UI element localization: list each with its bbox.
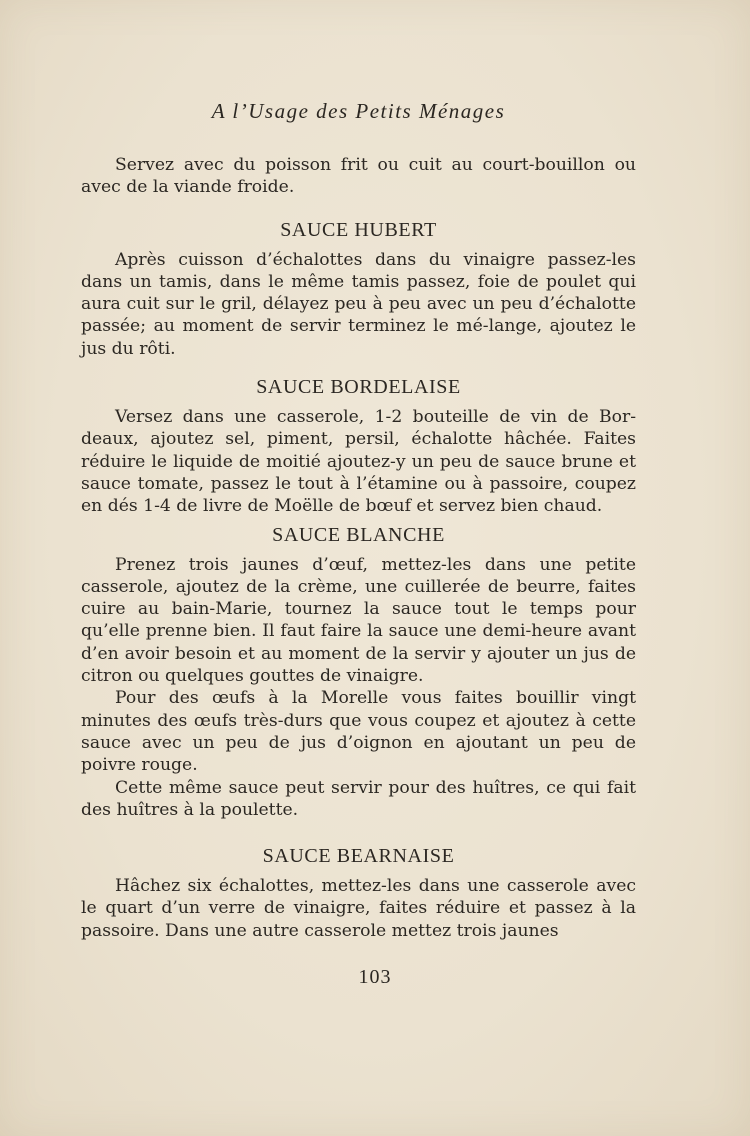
section-sauce-blanche <box>81 522 636 822</box>
running-head: A l’Usage des Petits Ménages <box>211 99 506 123</box>
section-sauce-bearnaise <box>81 843 636 942</box>
section-title: SAUCE BLANCHE <box>272 523 445 546</box>
intro-paragraph: Servez avec du poisson frit ou cuit au court-bouillon ou avec de la viande froide. <box>81 155 636 198</box>
section-sauce-bordelaise <box>81 374 636 517</box>
page-number: 103 <box>358 966 392 988</box>
section-title: SAUCE BORDELAISE <box>256 376 461 399</box>
section-paragraph: Après cuisson d’échalottes dans du vinaigre passez-les dans un tamis, dans le même tamis passez, foie de poulet qui aura cuit sur le gril, délayez peu à peu avec un peu d’échalotte passée; au moment de servir terminez le mé-lange, ajoutez le jus du rôti. <box>81 249 636 359</box>
section-title: SAUCE BEARNAISE <box>262 845 455 868</box>
page-body <box>81 98 636 956</box>
section-paragraph: Versez dans une casserole, 1-2 bouteille de vin de Bor-deaux, ajoutez sel, piment, persil, échalotte hâchée. Faites réduire le liquide de moitié ajoutez-y un peu de sauce brune et sauce tomate, passez le tout à l’étamine ou à passoire, coupez en dés 1-4 de livre de Moëlle de bœuf et servez bien chaud. <box>81 407 636 517</box>
section-paragraph: Pour des œufs à la Morelle vous faites bouillir vingt minutes des œufs très-durs que vous coupez et ajoutez à cette sauce avec un peu de jus d’oignon en ajoutant un peu de poivre rouge. <box>81 688 636 776</box>
section-paragraph: Hâchez six échalottes, mettez-les dans une casserole avec le quart d’un verre de vinaigre, faites réduire et passez à la passoire. Dans une autre casserole mettez trois jaunes <box>81 876 636 941</box>
section-sauce-hubert <box>81 217 636 360</box>
section-paragraph: Prenez trois jaunes d’œuf, mettez-les dans une petite casserole, ajoutez de la crème, une cuillerée de beurre, faites cuire au bain-Marie, tournez la sauce tout le temps pour qu’elle prenne bien. Il faut faire la sauce une demi-heure avant d’en avoir besoin et au moment de la servir y ajouter un jus de citron ou quelques gouttes de vinaigre. <box>81 554 636 687</box>
section-paragraph: Cette même sauce peut servir pour des huîtres, ce qui fait des huîtres à la poulette. <box>81 777 636 820</box>
section-title: SAUCE HUBERT <box>280 218 437 241</box>
